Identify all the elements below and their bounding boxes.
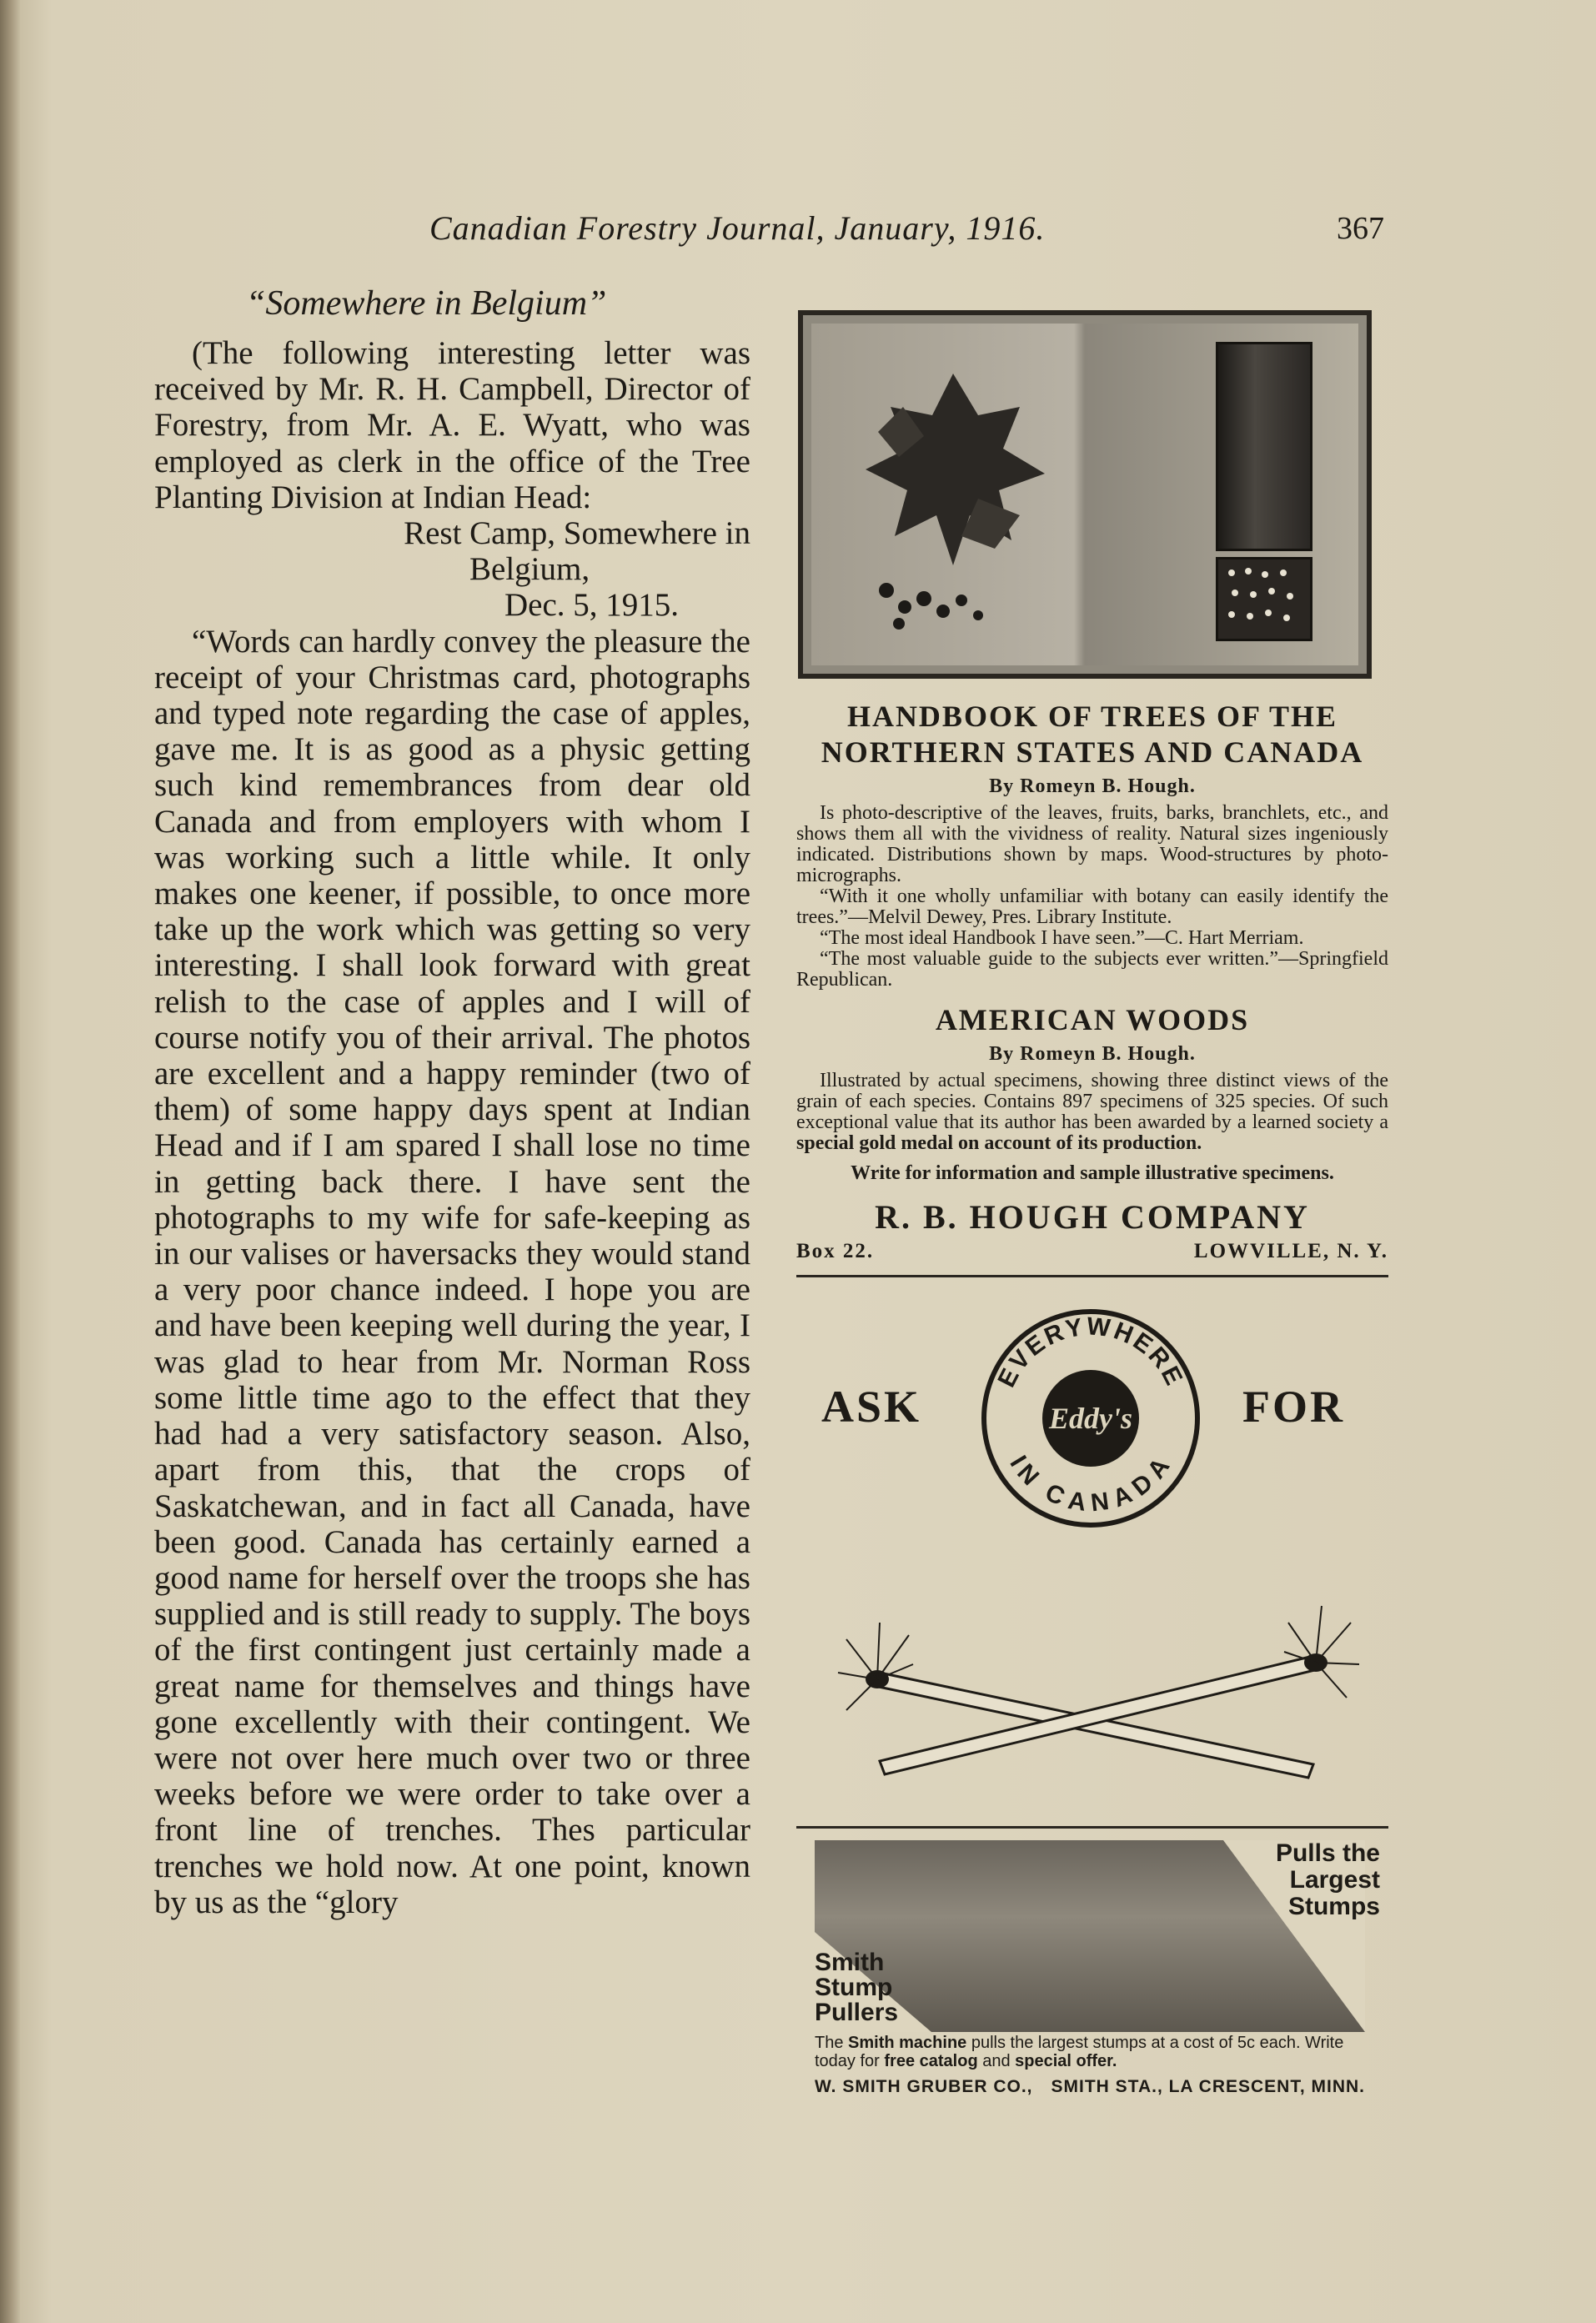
woods-description <box>796 1071 1388 1154</box>
smith-label-2: Stump <box>815 1974 893 2001</box>
smith-text-bold-2: free catalog <box>884 2052 978 2070</box>
smith-label-3: Pullers <box>815 1999 899 2026</box>
eddy-ring-bottom: IN CANADA <box>1004 1451 1177 1518</box>
letter-body: “Words can hardly convey the pleasure the receipt of your Christmas card, photographs and typed note regarding the case of apples, gave me. It is as good as a physic getting such kind remembrances from dear old Canada and from employers with whom I was working such a little while. It only makes one keener, if possible, to once more take up the work which was getting so very interesting. I shall look forward with great relish to the case of apples and I will of course notify you of their arrival. The photos are excellent and a happy reminder (two of them) of some happy days spent at Indian Head and if I am spared I shall lose no time in getting back there. I have sent the photographs to my wife for safe-keeping as in our valises or haversacks they would stand a very poor chance indeed. I hope you are and have been keeping well during the year, I was glad to hear from Mr. Norman Ross some little time ago to the effect that they had had a very satisfactory season. Also, apart from this, that the crops of Saskatchewan, and in fact all Canada, have been good. Canada has certainly earned a good name for herself over the troops she has supplied and is still ready to supply. The boys of the first contingent just certainly made a great name for themselves and things have gone excellently with their contingent. We were not over here much over two or three weeks before we were order to take over a front line of trenches. Thes particular trenches we hold now. At one point, known by us as the “glory <box>154 623 750 1920</box>
smith-stump-puller-ad <box>796 1840 1388 2115</box>
smith-text-2: pulls the largest stumps at a cost of 5c each. Write today for <box>815 2034 1344 2070</box>
handbook-quote-merriam: “The most ideal Handbook I have seen.”—C. Hart Merriam. <box>820 927 1304 949</box>
hough-city: LOWVILLE, N. Y. <box>1193 1240 1388 1262</box>
smith-address <box>815 2077 1365 2097</box>
divider <box>796 1275 1388 1277</box>
hough-company-name: R. B. HOUGH COMPANY <box>875 1198 1310 1236</box>
eddy-ad <box>796 1289 1388 1564</box>
handbook-photo <box>798 310 1372 679</box>
handbook-heading-line1: HANDBOOK OF TREES OF THE <box>846 700 1338 733</box>
letter-place-line2: Belgium, <box>469 551 590 588</box>
smith-description <box>815 2034 1365 2070</box>
divider <box>796 1826 1388 1829</box>
smith-tagline-2: Largest <box>1289 1866 1380 1894</box>
eddy-brand: Eddy's <box>1048 1402 1133 1435</box>
woods-description-bold: special gold medal on account of its production. <box>796 1132 1202 1154</box>
hough-company-address <box>796 1240 1388 1263</box>
article-title: “Somewhere in Belgium” <box>246 284 607 323</box>
smith-tagline <box>1276 1840 1380 1920</box>
smith-text-bold-1: Smith machine <box>848 2034 967 2052</box>
eddy-ring-top: EVERYWHERE <box>992 1312 1189 1392</box>
letter <box>154 335 750 1920</box>
woods-byline: By Romeyn B. Hough. <box>989 1043 1196 1065</box>
handbook-quote-dewey: “With it one wholly unfamiliar with botany can easily identify the trees.”—Melvil Dewey, Pres. Library Institute. <box>796 886 1388 928</box>
letter-place-line1: Rest Camp, Somewhere in <box>404 515 750 552</box>
hough-box: Box 22. <box>796 1240 875 1262</box>
smith-product-label <box>815 1950 898 2025</box>
smith-tagline-3: Stumps <box>1287 1893 1380 1920</box>
article-column <box>154 283 750 1920</box>
eddy-for: FOR <box>1242 1382 1345 1432</box>
article-intro: (The following interesting letter was received by Mr. R. H. Campbell, Director of Forestry, from Mr. A. E. Wyatt, who was employed as clerk in the office of the Tree Planting Division at Indian Head: <box>154 335 750 515</box>
handbook-quote-republican: “The most valuable guide to the subjects ever written.”—Springfield Republican. <box>796 948 1388 991</box>
handbook-description: Is photo-descriptive of the leaves, fruits, barks, branchlets, etc., and shows them all with the vividness of reality. Natural sizes ingeniously indicated. Distributions shown by maps. Wood-structures by photo-micrographs. <box>796 802 1388 886</box>
page-number: 367 <box>1337 211 1384 246</box>
eddy-ask: ASK <box>821 1382 922 1432</box>
journal-title: Canadian Forestry Journal, January, 1916. <box>429 209 1046 247</box>
advertisement-column <box>796 310 1388 2115</box>
smith-text-1: The <box>815 2034 849 2052</box>
leaf-illustration <box>853 357 1070 640</box>
handbook-byline: By Romeyn B. Hough. <box>989 775 1196 797</box>
crossed-matches-icon <box>830 1573 1363 1806</box>
smith-text-3: and <box>977 2052 1016 2070</box>
handbook-heading <box>796 699 1388 770</box>
smith-company: W. SMITH GRUBER CO., <box>815 2077 1033 2096</box>
eddy-logo <box>978 1306 1203 1531</box>
smith-label-1: Smith <box>815 1949 885 1976</box>
woods-write-line: Write for information and sample illustrative specimens. <box>851 1162 1334 1184</box>
seed-photo <box>1216 557 1312 641</box>
woods-description-text: Illustrated by actual specimens, showing three distinct views of the grain of each species. Contains 897 specimens of 325 species. Of such exceptional value that its author has been awarded by a learned society a <box>796 1070 1388 1133</box>
bark-photo <box>1216 342 1312 551</box>
woods-heading: AMERICAN WOODS <box>935 1003 1250 1036</box>
smith-text-bold-3: special offer. <box>1015 2052 1117 2070</box>
letter-date: Dec. 5, 1915. <box>504 587 680 624</box>
smith-tagline-1: Pulls the <box>1275 1839 1380 1867</box>
handbook-heading-line2: NORTHERN STATES AND CANADA <box>821 735 1364 769</box>
page-header <box>0 208 1596 258</box>
smith-location: SMITH STA., LA CRESCENT, MINN. <box>1051 2077 1365 2096</box>
page-gutter <box>0 0 20 2323</box>
matches-illustration <box>796 1564 1388 1814</box>
